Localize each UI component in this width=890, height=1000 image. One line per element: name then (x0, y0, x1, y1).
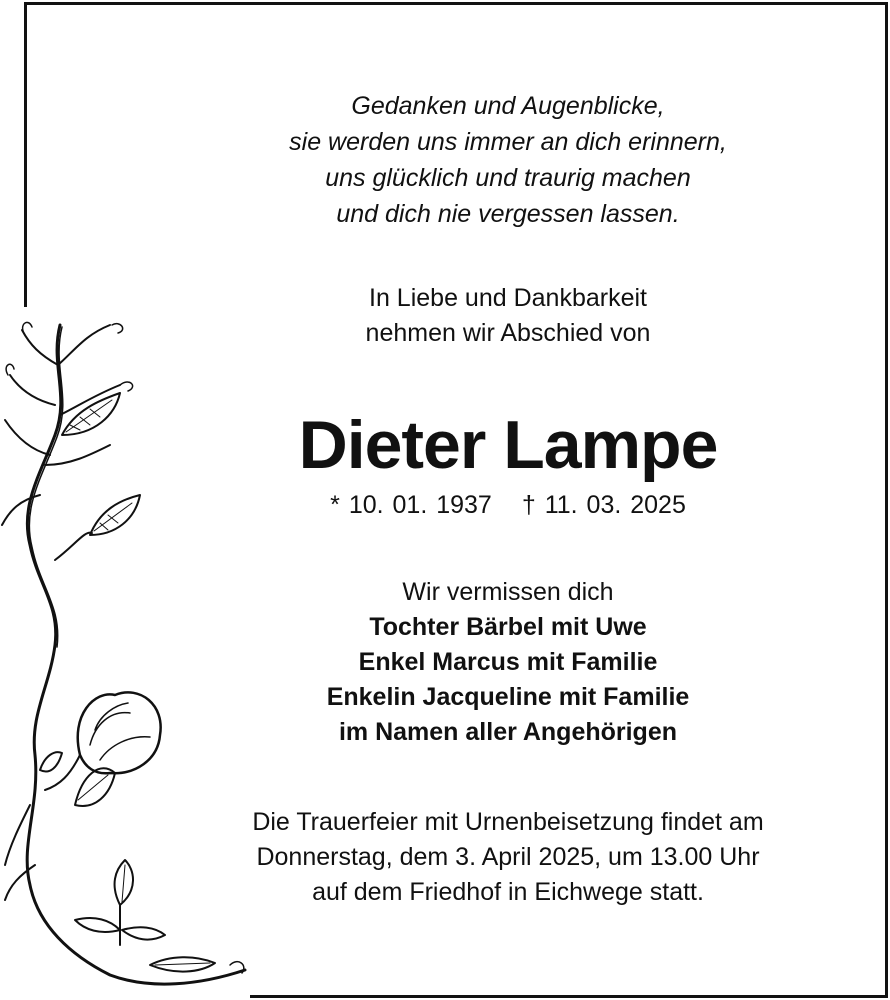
intro (130, 281, 886, 351)
life-dates (130, 487, 886, 523)
mourners (130, 575, 886, 750)
service-info (130, 805, 886, 910)
mourner-name: Enkelin Jacqueline mit Familie (326, 683, 690, 711)
poem (130, 88, 886, 232)
poem-line: sie werden uns immer an dich erinnern, (289, 128, 727, 156)
deceased-name: Dieter Lampe (298, 407, 718, 483)
frame-border-top (24, 2, 888, 5)
poem-line: Gedanken und Augenblicke, (351, 92, 665, 120)
mourner-name: im Namen aller Angehörigen (338, 718, 678, 746)
poem-line: uns glücklich und traurig machen (325, 164, 691, 192)
death-date: † 11. 03. 2025 (521, 491, 686, 519)
service-line: auf dem Friedhof in Eichwege statt. (312, 878, 704, 906)
intro-line: nehmen wir Abschied von (365, 319, 651, 347)
service-line: Donnerstag, dem 3. April 2025, um 13.00 Uhr (256, 843, 760, 871)
frame-border-bottom (250, 995, 888, 998)
poem-line: und dich nie vergessen lassen. (336, 200, 680, 228)
mourner-name: Tochter Bärbel mit Uwe (369, 613, 647, 641)
mourners-heading: Wir vermissen dich (402, 578, 614, 606)
intro-line: In Liebe und Dankbarkeit (369, 284, 647, 312)
service-line: Die Trauerfeier mit Urnenbeisetzung findet am (252, 808, 764, 836)
frame-border-left (24, 2, 27, 307)
mourner-name: Enkel Marcus mit Familie (358, 648, 658, 676)
birth-date: * 10. 01. 1937 (330, 491, 492, 519)
